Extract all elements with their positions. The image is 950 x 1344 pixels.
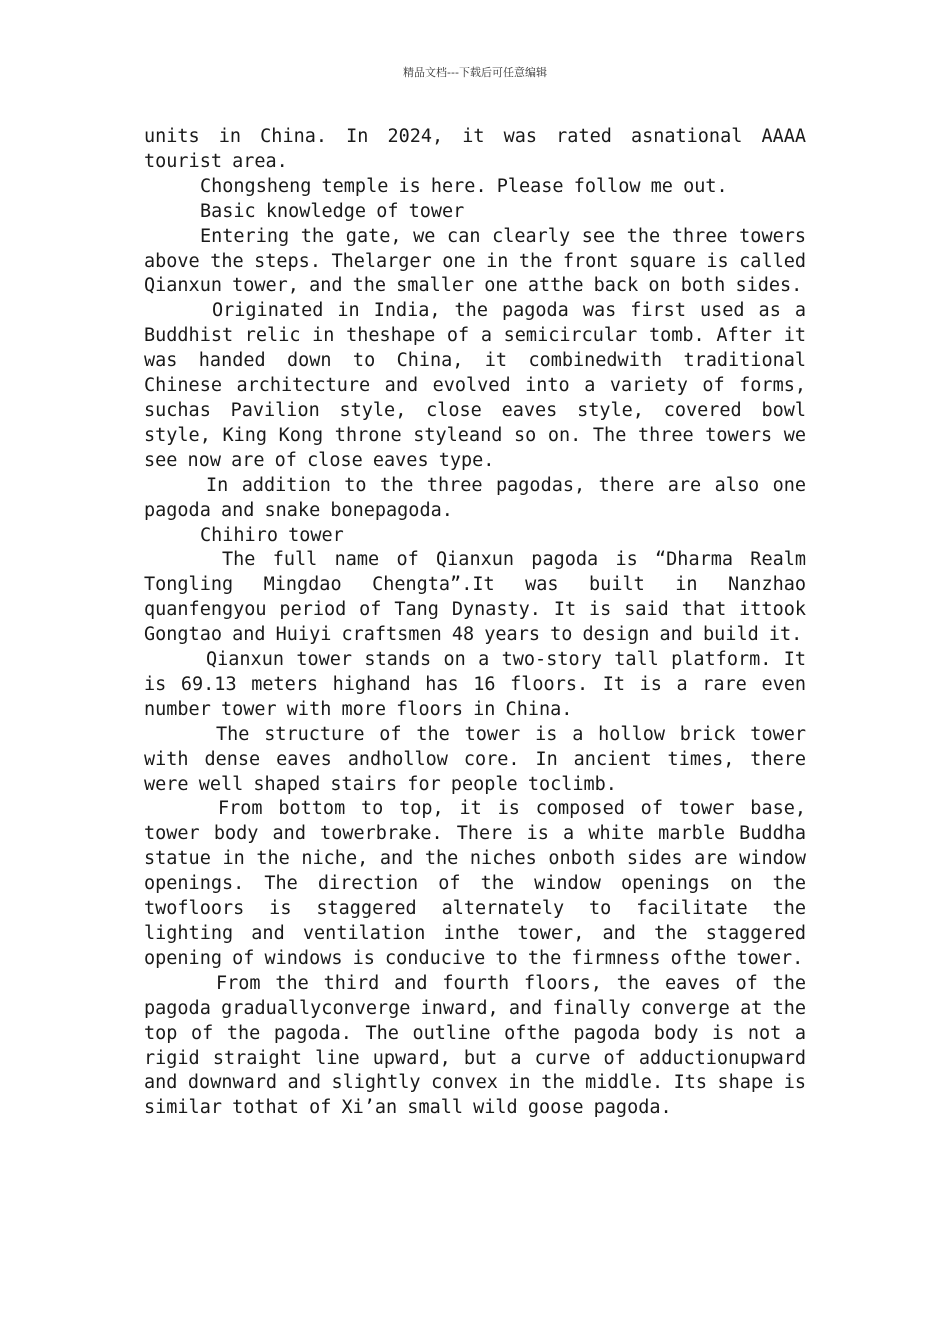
section-heading-chihiro-tower: Chihiro tower [200, 524, 344, 546]
page-header: 精品文档---下载后可任意编辑 [403, 66, 547, 79]
document-body [144, 125, 806, 1121]
paragraph-temple-intro: Chongsheng temple is here. Please follow me out. [200, 175, 728, 197]
section-heading-tower-knowledge: Basic knowledge of tower [200, 200, 465, 222]
paragraph-composition: From bottom to top, it is composed of tower base, tower body and towerbrake. There is a white marble Buddha statue in the niche, and the niches onboth sides are window openings. The direction of the window openings on the twofloors is staggered alternately to facilitate the lighting and ventilation inthe tower, and the staggered opening of windows is conducive to the firmness ofthe tower. [144, 798, 806, 969]
paragraph-eaves-outline: From the third and fourth floors, the eaves of the pagoda graduallyconverge inward, and finally converge at the top of the pagoda. The outline ofthe pagoda body is not a rigid straight line upward, but a curve of adductionupward and downward and slightly convex in the middle. Its shape is similar tothat of Xi’an small wild goose pagoda. [144, 972, 806, 1119]
paragraph-pagoda-origin: Originated in India, the pagoda was first used as a Buddhist relic in theshape of a semicircular tomb. After it was handed down to China, it combinedwith traditional Chinese architecture and evolved into a variety of forms, suchas Pavilion style, close eaves style, covered bowl style, King Kong throne styleand so on. The three towers we see now are of close eaves type. [144, 300, 806, 471]
paragraph-structure: The structure of the tower is a hollow brick tower with dense eaves andhollow core. In ancient times, there were well shaped stairs for people toclimb. [144, 723, 806, 795]
paragraph-full-name: The full name of Qianxun pagoda is “Dharma Realm Tongling Mingdao Chengta”.It was built in Nanzhao quanfengyou period of Tang Dynasty. It is said that ittook Gongtao and Huiyi craftsmen 48 years to design and build it. [144, 549, 806, 646]
paragraph-platform-height: Qianxun tower stands on a two-story tall platform. It is 69.13 meters highand has 16 floors. It is a rare even number tower with more floors in China. [144, 649, 806, 720]
paragraph-entering-gate: Entering the gate, we can clearly see the three towers above the steps. Thelarger one in the front square is called Qianxun tower, and the smaller one atthe back on both sides. [144, 225, 806, 297]
paragraph-continuation: units in China. In 2024, it was rated asnational AAAA tourist area. [144, 126, 806, 172]
paragraph-other-pagodas: In addition to the three pagodas, there are also one pagoda and snake bonepagoda. [144, 474, 806, 521]
